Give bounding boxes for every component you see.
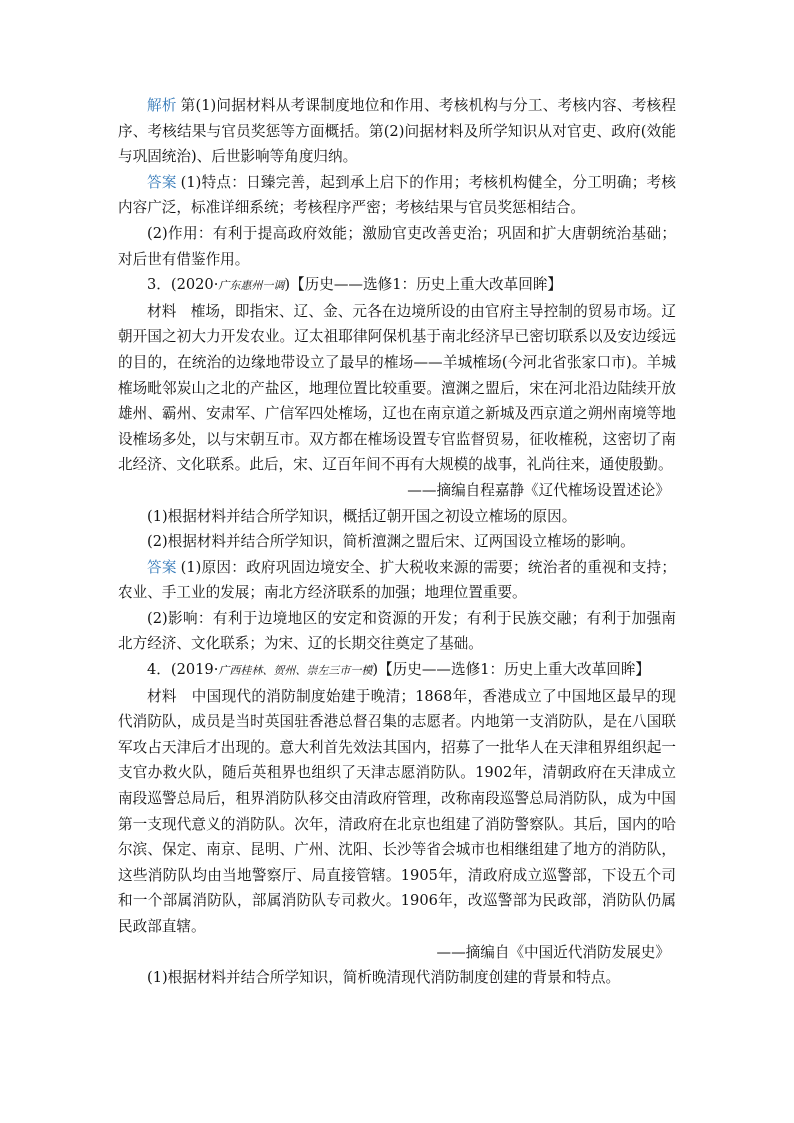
question-4-source-tag: 广西桂林、贺州、崇左三市一模 (218, 664, 373, 678)
question-3-answer-2: (2)影响：有利于边境地区的安定和资源的开发；有利于民族交融；有利于加强南北方经济、文化联系；为宋、辽的长期交往奠定了基础。 (118, 609, 676, 653)
question-4-sub-1: (1)根据材料并结合所学知识，简析晚清现代消防制度创建的背景和特点。 (147, 969, 621, 987)
question-3-material-label: 材料 (147, 302, 177, 320)
question-3-header-rest: )【历史——选修1：历史上重大改革回眸】 (284, 276, 563, 294)
question-4-material-label: 材料 (147, 687, 177, 705)
question-3-sub-1: (1)根据材料并结合所学知识，概括辽朝开国之初设立榷场的原因。 (147, 507, 577, 525)
question-3-material-text: 榷场，即指宋、辽、金、元各在边境所设的由官府主导控制的贸易市场。辽朝开国之初大力开发农业。辽太祖耶律阿保机基于南北经济早已密切联系以及安边绥远的目的，在统治的边缘地带设立了最早的榷场——羊城榷场(今河北省张家口市)。羊城榷场毗邻炭山之北的产盐区，地理位置比较重要。澶渊之盟后，宋在河北沿边陆续开放雄州、霸州、安肃军、广信军四处榷场，辽也在南京道之新城及西京道之朔州南境等地设榷场多处，以与宋朝互市。双方都在榷场设置专官监督贸易，征收榷税，这密切了南北经济、文化联系。此后，宋、辽百年间不再有大规模的战事，礼尚往来，通使殷勤。 (118, 302, 676, 474)
question-4-source: ——摘编自《中国近代消防发展史》 (436, 943, 670, 961)
answer-paragraph-1 (118, 170, 676, 221)
question-4-material (118, 684, 676, 940)
question-3-header (118, 272, 676, 299)
answer-tag: 答案 (147, 173, 177, 191)
answer-text-1: (1)特点：日臻完善，起到承上启下的作用；考核机构健全，分工明确；考核内容广泛，标准详细系统；考核程序严密；考核结果与官员奖惩相结合。 (118, 173, 676, 217)
answer-paragraph-2 (118, 221, 676, 272)
question-3-answer-1 (118, 555, 676, 606)
analysis-paragraph (118, 93, 676, 170)
question-4-material-text: 中国现代的消防制度始建于晚清；1868年，香港成立了中国地区最早的现代消防队，成员是当时英国驻香港总督召集的志愿者。内地第一支消防队，是在八国联军攻占天津后才出现的。意大利首先效法其国内，招募了一批华人在天津租界组织起一支官办救火队，随后英租界也组织了天津志愿消防队。1902年，清朝政府在天津成立南段巡警总局后，租界消防队移交由清政府管理，改称南段巡警总局消防队，成为中国第一支现代意义的消防队。次年，清政府在北京也组建了消防警察队。其后，国内的哈尔滨、保定、南京、昆明、广州、沈阳、长沙等省会城市也相继组建了地方的消防队，这些消防队均由当地警察厅、局直接管辖。1905年，清政府成立巡警部，下设五个司和一个部属消防队，部属消防队专司救火。1906年，改巡警部为民政部，消防队仍属民政部直辖。 (118, 687, 676, 935)
document-page (118, 93, 676, 991)
question-3-material (118, 299, 676, 478)
question-3-source: ——摘编自程嘉静《辽代榷场设置述论》 (407, 481, 670, 499)
question-4-header-rest: )【历史——选修1：历史上重大改革回眸】 (372, 661, 651, 679)
question-3-source-tag: 广东惠州一调 (218, 279, 285, 293)
question-3-number: 3．(2020· (147, 276, 219, 294)
question-3-answer-text-1: (1)原因：政府巩固边境安全、扩大税收来源的需要；统治者的重视和支持；农业、手工业的发展；南北方经济联系的加强；地理位置重要。 (118, 558, 676, 602)
answer-text-2: (2)作用：有利于提高政府效能；激励官吏改善吏治；巩固和扩大唐朝统治基础；对后世有借鉴作用。 (118, 224, 676, 268)
question-3-sub-2: (2)根据材料并结合所学知识，简析澶渊之盟后宋、辽两国设立榷场的影响。 (147, 533, 635, 551)
question-3-answer-tag: 答案 (147, 558, 177, 576)
question-4-number: 4．(2019· (147, 661, 219, 679)
analysis-text: 第(1)问据材料从考课制度地位和作用、考核机构与分工、考核内容、考核程序、考核结果与官员奖惩等方面概括。第(2)问据材料及所学知识从对官吏、政府(效能与巩固统治)、后世影响等角度归纳。 (118, 97, 676, 166)
question-4-header (118, 657, 676, 684)
analysis-tag: 解析 (147, 97, 177, 114)
